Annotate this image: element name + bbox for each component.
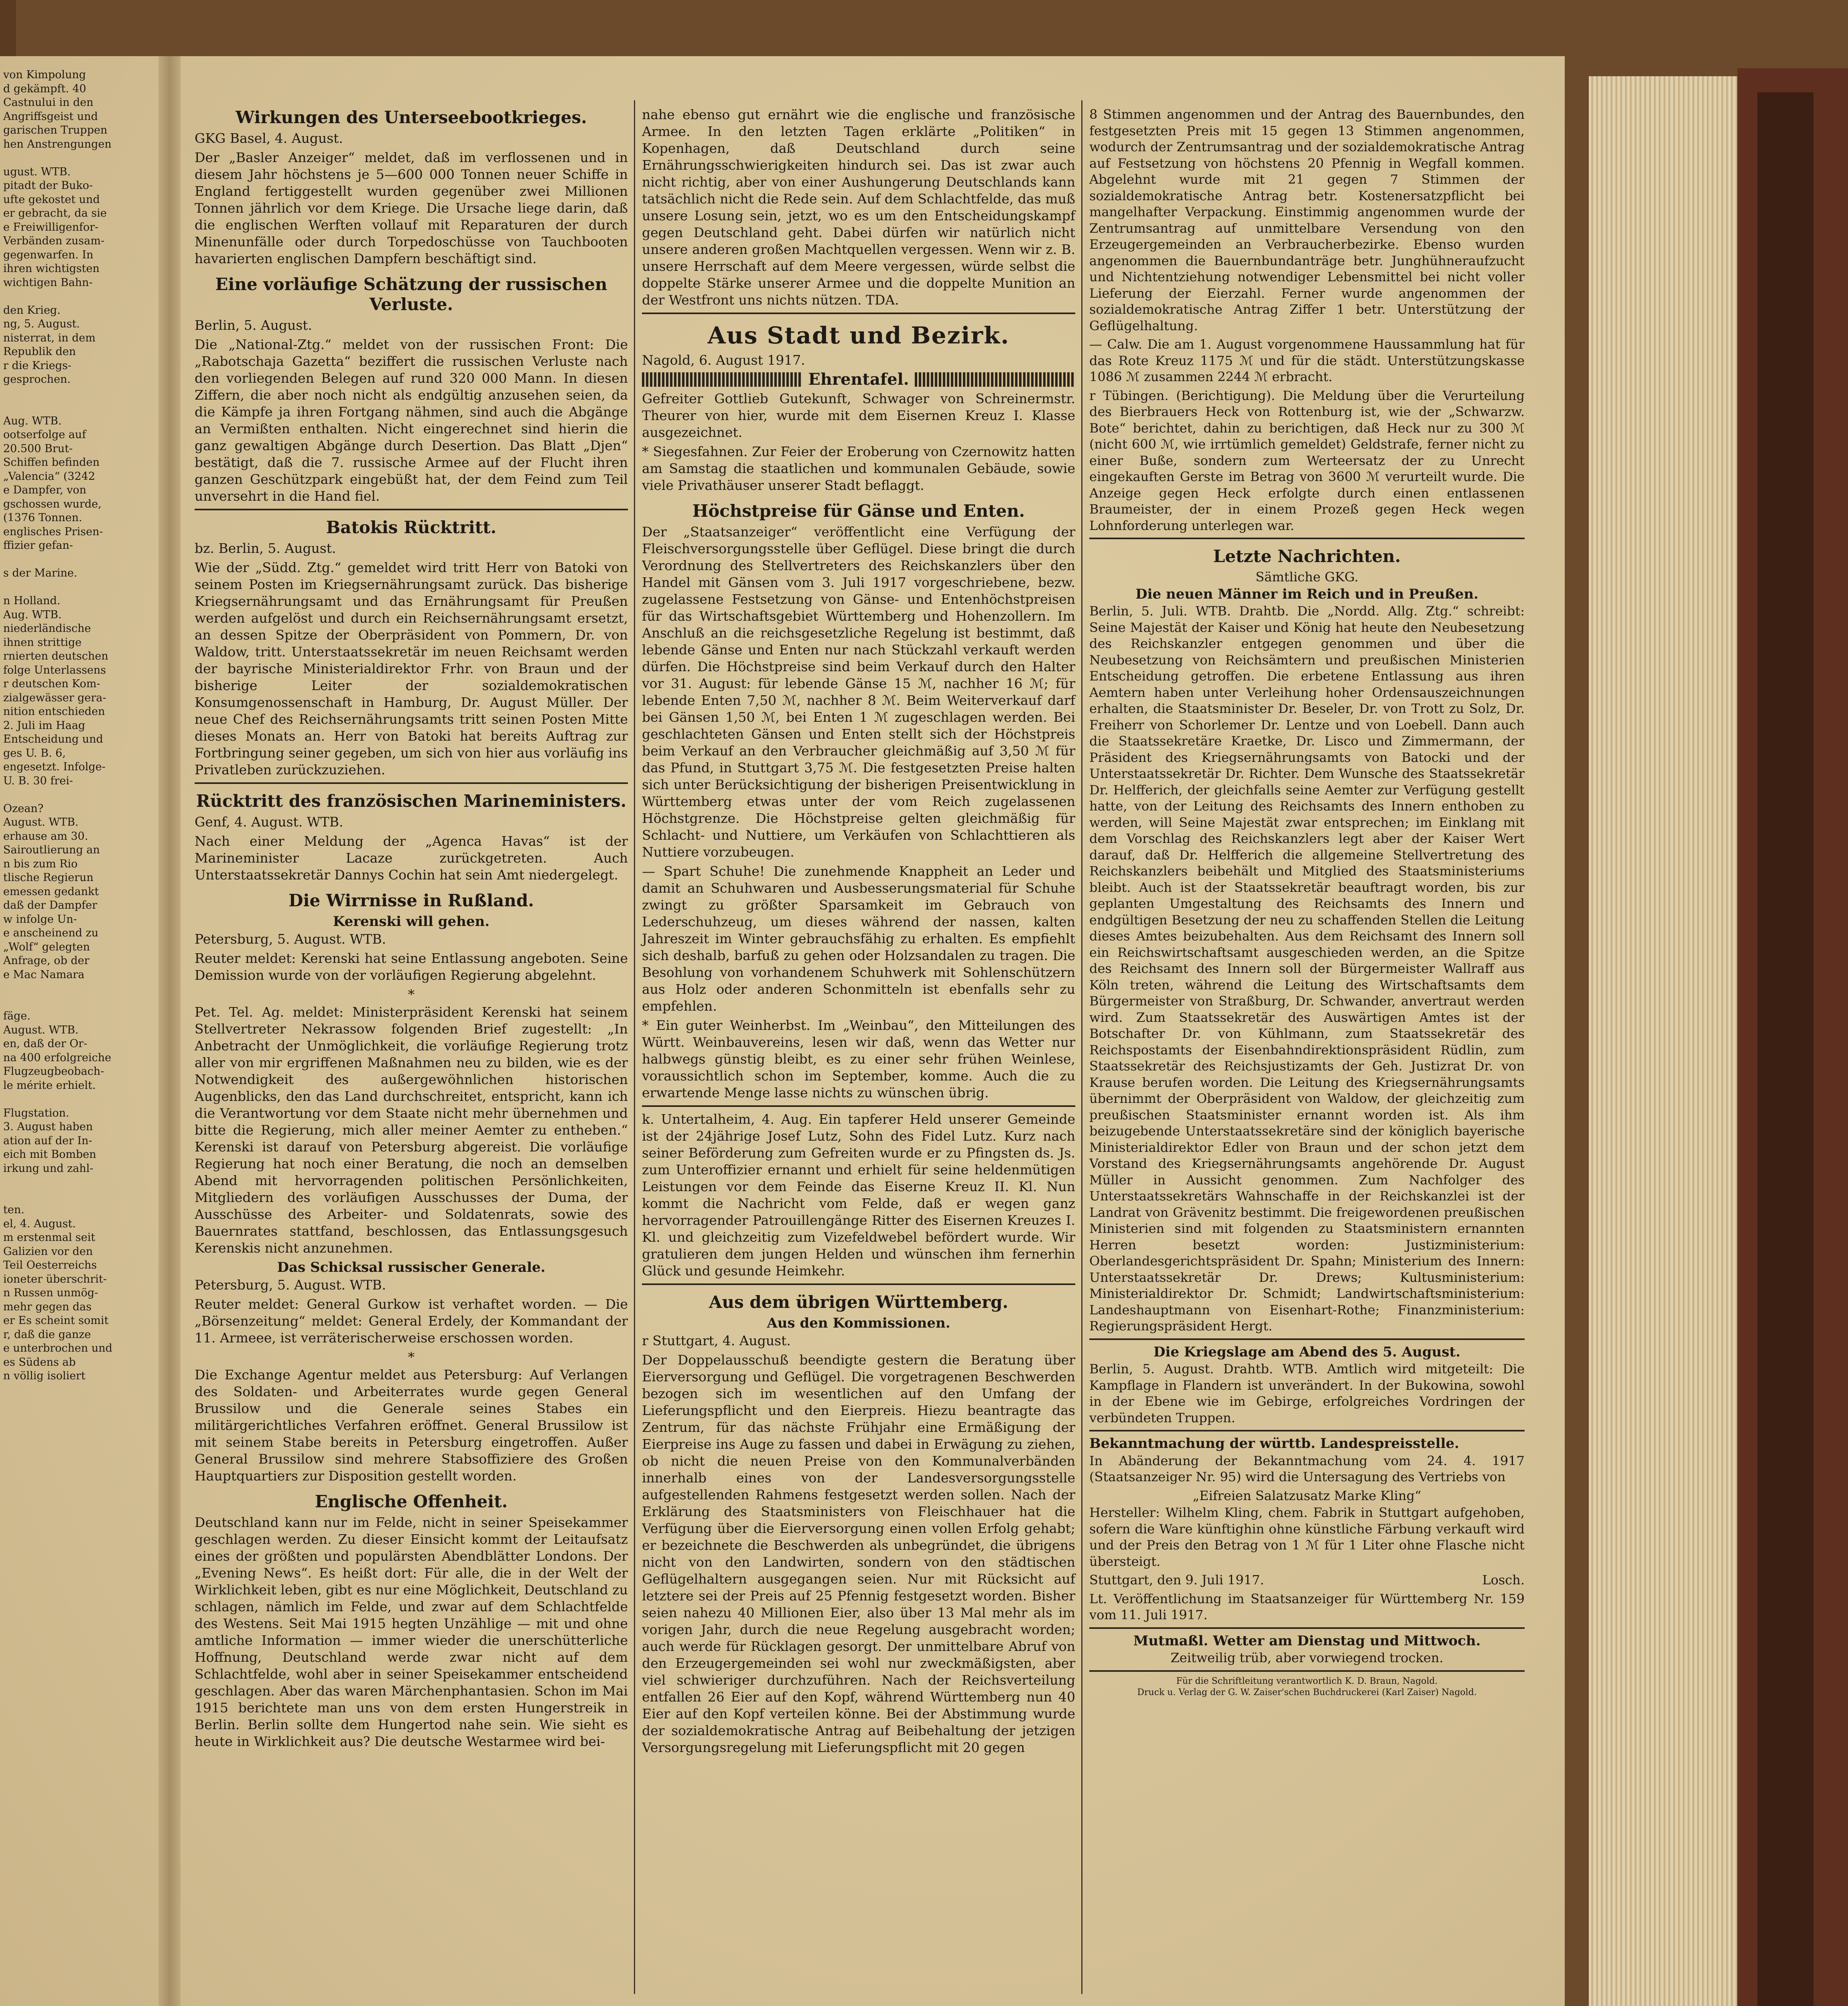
divider [1089, 538, 1525, 539]
fragment-line: Verbänden zusam- [3, 235, 105, 247]
dateline: Petersburg, 5. August. WTB. [195, 1277, 386, 1293]
article-body: Berlin, 5. Juli. WTB. Drahtb. Die „Nordd. Allg. Ztg.“ schreibt: Seine Majestät der Kaiser und König hat heute den Neubesetzung des Reichskanzler entgegen genommen und über die Neubesetzung von Reichsämtern und preußischen Ministerien Entscheidung getroffen. Die erbetene Entlassung aus ihren Aemtern haben unter Verleihung hoher Ordensauszeichnungen erhalten, die Staatsminister Dr. Beseler, Dr. von Trott zu Solz, Dr. Freiherr von Schorlemer Dr. Lentze und von Loebell. Dann auch die Staatssekretäre Kraetke, Dr. Lisco und Zimmermann, der Präsident des Kriegsernährungsamts von Batocki und der Unterstaatssekretär Dr. Richter. Dem Wunsche des Staatssekretär Dr. Helfferich, der gleichfalls seine Aemter zur Verfügung gestellt hatte, von der Leitung des Reichsamts des Innern enthoben zu werden, will Seine Majestät zwar entsprechen; im Einklang mit dem Vorschlag des Reichskanzlers legt aber der Kaiser Wert darauf, daß Dr. Helfferich die allgemeine Stellvertretung des Reichskanzlers beibehält und Mitglied des Staatsministeriums bleibt. Auch ist der Staatssekretär beauftragt worden, bis zur geplanten Umgestaltung des Reichsamts des Innern und endgültigen Besetzung der neu zu schaffenden Stellen die Leitung dieses Amtes beizubehalten. Aus dem Reichsamt des Innern soll ein Reichswirtschaftsamt ausgeschieden werden, an die Spitze des Reichsamt des Innern soll der Bürgermeister Wallraff aus Köln treten, während die Leitung des Wirtschaftsamts dem Bürgermeister von Straßburg, Dr. Schwander, anvertraut werden wird. Zum Staatssekretär des Auswärtigen Amtes ist der Botschafter Dr. von Kühlmann, zum Staatssekretär des Reichspostamts der Eisenbahndirektionspräsident Rüdlin, zum Staatssekretär des Reichsjustizamts der Geh. Justizrat Dr. von Krause berufen worden. Die Leitung des Kriegsernährungsamts übernimmt der Oberpräsident von Waldow, der gleichzeitig zum preußischen Staatsminister ernannt worden ist. Als ihm beizugebende Unterstaatssekretäre sind der königlich bayerische Ministerialdirektor Edler von Braun und der schon jetzt dem Vorstand des Kriegsernährungsamts angehörende Dr. August Müller in Aussicht genommen. Zum Nachfolger des Unterstaatssekretärs Wahnschaffe in der Reichskanzlei ist der Landrat von Grävenitz bestimmt. Die freigewordenen preußischen Ministerien sind mit folgenden zu Staatsministern ernannten Herren besetzt worden: Justizministerium: Oberlandesgerichtspräsident Dr. Spahn; Ministerium des Innern: Unterstaatssekretär Dr. Drews; Kultusministerium: Ministerialdirektor Dr. Schmidt; Landwirtschaftsministerium: Landeshauptmann von Eisenhart-Rothe; Finanzministerium: Regierungspräsident Hergt. [1089, 603, 1525, 1334]
fragment-line: Galizien vor den [3, 1245, 93, 1258]
fragment-line: emessen gedankt [3, 885, 99, 898]
fragment-line: Republik den [3, 345, 76, 358]
fragment-line [3, 400, 131, 414]
fragment-line: Aug. WTB. [3, 608, 62, 621]
fragment-line [3, 553, 131, 567]
headline-letzte-nachrichten: Letzte Nachrichten. [1213, 546, 1401, 566]
fragment-line [3, 1176, 131, 1190]
fragment-line: r die Kriegs- [3, 359, 71, 372]
left-page-fragment [3, 68, 131, 1383]
fragment-line: Entscheidung und [3, 733, 103, 745]
fragment-line: ng, 5. August. [3, 318, 80, 330]
fragment-line: engesetzt. Infolge- [3, 761, 106, 773]
imprint-publisher: Druck u. Verlag der G. W. Zaiser'schen Buchdruckerei (Karl Zaiser) Nagold. [1137, 1687, 1477, 1697]
imprint-editor: Für die Schriftleitung verantwortlich K. D. Braun, Nagold. [1176, 1676, 1438, 1686]
headline-batokis: Batokis Rücktritt. [326, 518, 497, 537]
fragment-line: r deutschen Kom- [3, 678, 100, 690]
headline-russ-verluste: Eine vorläufige Schätzung der russischen Verluste. [215, 274, 607, 314]
fragment-line: August. WTB. [3, 1023, 79, 1036]
fragment-line: ffizier gefan- [3, 539, 73, 552]
subheadline: Das Schicksal russischer Generale. [277, 1259, 546, 1275]
decorative-bar [642, 372, 802, 387]
fragment-line: n bis zum Rio [3, 857, 78, 870]
divider [195, 782, 628, 784]
fragment-line: folge Unterlassens [3, 664, 106, 676]
fragment-line: n völlig isoliert [3, 1370, 86, 1382]
fragment-line: er Es scheint somit [3, 1314, 109, 1327]
article-body: — Spart Schuhe! Die zunehmende Knappheit an Leder und damit an Schuhwaren und Ausbesserungsmaterial für Schuhe zwingt zu größter Sparsamkeit im Gebrauch von Lederschuhzeug, um dieses während der nassen, kalten Jahreszeit im Winter gebrauchsfähig zu erhalten. Es empfiehlt sich deshalb, barfuß zu gehen oder Holzsandalen zu tragen. Die Besohlung von vorhandenem Schuhwerk mit Sohlenschützern aus Holz oder anderen Schonmitteln ist ebenfalls sehr zu empfehlen. [642, 863, 1075, 1014]
fragment-line: Castnului in den [3, 96, 93, 109]
dateline: Petersburg, 5. August. WTB. [195, 931, 386, 947]
fragment-line: e anscheinend zu [3, 927, 99, 939]
fragment-line: e Freiwilligenfor- [3, 221, 99, 233]
fragment-line: wichtigen Bahn- [3, 276, 93, 289]
article-body: Gefreiter Gottlieb Gutekunft, Schwager von Schreinermstr. Theurer von hier, wurde mit dem Eisernen Kreuz I. Klasse ausgezeichnet. [642, 391, 1075, 440]
fragment-line: ges U. B. 6, [3, 747, 66, 759]
article-body: Lt. Veröffentlichung im Staatsanzeiger für Württemberg Nr. 159 vom 11. Juli 1917. [1089, 1591, 1525, 1622]
article-body: Deutschland kann nur im Felde, nicht in seiner Speisekammer geschlagen werden. Zu dieser Einsicht kommt der Leitaufsatz eines der größten und populärsten Abendblätter Londons. Der „Evening News“. Es heißt dort: Für alle, die in der Welt der Wirklichkeit leben, gibt es nur eine Möglichkeit, Deutschland zu schlagen, nämlich im Felde, und zwar auf dem Schlachtfelde des Westens. Seit Mai 1915 hegten Unzählige — mit und ohne amtliche Information — immer wieder die unerschütterliche Hoffnung, Deutschland werde zwar nicht auf dem Schlachtfelde, wohl aber in seiner Speisekammer entscheidend geschlagen. Aber das waren Märchenphantasien. Schon im Mai 1915 berichtete man uns von dem ersten Hungerstreik in Berlin. Berlin sollte dem Hungertod nahe sein. Wie sieht es heute in Wirklichkeit aus? Die deutsche Westarmee wird bei- [195, 1515, 628, 1749]
fragment-line [3, 1092, 131, 1107]
article-body: Die Exchange Agentur meldet aus Petersburg: Auf Verlangen des Soldaten- und Arbeiterrates wurde gegen General Brussilow und die Generale seines Stabes ein militärgerichtliches Verfahren eröffnet. General Brussilow ist mit seinem Stabe bereits in Petersburg eingetroffen. Außer General Brussilow sind mehrere Stabsoffiziere des Großen Hauptquartiers zur Disposition gestellt worden. [195, 1367, 628, 1484]
fragment-line: von Kimpolung [3, 69, 86, 81]
fragment-line: n Russen unmög- [3, 1287, 98, 1299]
fragment-line: ufte gekostet und [3, 193, 100, 206]
fragment-line: August. WTB. [3, 816, 79, 828]
fragment-line: Schiffen befinden [3, 456, 100, 469]
separator-star: * [408, 987, 415, 1002]
fragment-line: Sairoutlierung an [3, 844, 100, 856]
column-rule [634, 100, 635, 1994]
fragment-line: ihnen strittige [3, 636, 82, 649]
divider [642, 313, 1075, 314]
decorative-bar [915, 372, 1075, 387]
column-2 [195, 100, 628, 1752]
fragment-line: d gekämpft. 40 [3, 82, 86, 95]
ehrentafel-title: Ehrentafel. [808, 370, 909, 389]
article-body: Die „National-Ztg.“ meldet von der russischen Front: Die „Rabotschaja Gazetta“ beziffert die russischen Verluste nach den vorliegenden Belegen auf rund 320 000 Mann. In diesen Ziffern, die aber noch nicht als endgültig anzusehen seien, da die Kämpfe ja ihren Fortgang nähmen, sind auch die Abgänge an Vermißten enthalten. Nicht eingerechnet sind hierin die ganz gewaltigen Abgänge durch Desertion. Das Blatt „Djen“ bestätigt, daß die 7. russische Armee auf der Flucht ihren ganzen Geschützpark eingebüßt hat, der dem Feind zum Teil unversehrt in die Hand fiel. [195, 337, 628, 504]
fragment-line: es Südens ab [3, 1356, 76, 1368]
fragment-line: „Wolf“ gelegten [3, 940, 90, 953]
article-body: Wie der „Südd. Ztg.“ gemeldet wird tritt Herr von Batoki von seinem Posten im Kriegsernährungsamt zurück. Das bisherige Kriegsernährungsamt und das Ernährungsamt für Preußen werden aufgelöst und durch ein Reichsernährungsamt ersetzt, an dessen Spitze der Oberpräsident von Pommern, Dr. von Waldow, tritt. Unterstaatssekretär im neuen Reichsamt werden der bayrische Ministerialdirektor Frhr. von Braun und der bisherige Leiter der sozialdemokratischen Konsumgenossenschaft in Hamburg, Dr. August Müller. Der neue Chef des Reichsernährungsamts tritt seinen Posten Mitte dieses Monats an. Herr von Batoki hat bereits Auftrag zur Fortbringung seiner gegeben, um sich von hier aus vorläufig ins Privatleben zurückzuziehen. [195, 560, 628, 778]
article-body: In Abänderung der Bekanntmachung vom 24. 4. 1917 (Staatsanzeiger Nr. 95) wird die Untersagung des Vertriebs von [1089, 1453, 1525, 1484]
weather-forecast: Zeitweilig trüb, aber vorwiegend trocken. [1170, 1650, 1444, 1665]
divider [642, 1105, 1075, 1107]
headline-uboot: Wirkungen des Unterseebootkrieges. [236, 108, 587, 127]
divider [642, 1283, 1075, 1285]
article-body: Reuter meldet: Kerenski hat seine Entlassung angeboten. Seine Demission wurde von der vorläufigen Regierung abgelehnt. [195, 950, 628, 983]
headline-bekanntmachung: Bekanntmachung der württb. Landespreisstelle. [1089, 1435, 1459, 1452]
headline-kriegslage: Die Kriegslage am Abend des 5. August. [1153, 1344, 1460, 1360]
fragment-line [3, 982, 131, 996]
page-gutter [158, 56, 181, 2006]
dateline: Nagold, 6. August 1917. [642, 352, 805, 368]
fragment-line: Aug. WTB. [3, 414, 62, 427]
fragment-line: Flugzeugbeobach- [3, 1065, 104, 1078]
fragment-line: w infolge Un- [3, 913, 77, 926]
divider [1089, 1670, 1525, 1672]
headline-wuerttemberg: Aus dem übrigen Württemberg. [709, 1292, 1009, 1312]
fragment-line: erhause am 30. [3, 830, 88, 843]
headline-wirrnisse: Die Wirrnisse in Rußland. [288, 891, 534, 910]
divider [1089, 1430, 1525, 1431]
article-body: — Calw. Die am 1. August vorgenommene Haussammlung hat für das Rote Kreuz 1175 ℳ und für die städt. Unterstützungskasse 1086 ℳ zusammen 2244 ℳ erbracht. [1089, 337, 1525, 384]
fragment-line: hen Anstrengungen [3, 138, 112, 150]
fragment-line: en, daß der Or- [3, 1038, 87, 1050]
fragment-line: s der Marine. [3, 567, 77, 579]
fragment-line: nition entschieden [3, 705, 105, 718]
fragment-line: nisterrat, in dem [3, 331, 96, 344]
fragment-line: gegenwarfen. In [3, 248, 93, 261]
fragment-line: ation auf der In- [3, 1134, 92, 1147]
fragment-line: el, 4. August. [3, 1217, 76, 1230]
fragment-line: mehr gegen das [3, 1300, 92, 1313]
fragment-line: r, daß die ganze [3, 1328, 91, 1341]
subheadline: Kerenski will gehen. [333, 914, 490, 930]
article-body: nahe ebenso gut ernährt wie die englische und französische Armee. In den letzten Tagen erklärte „Politiken“ in Kopenhagen, daß Deutschland durch seine Ernährungsschwierigkeiten hindurch sei. Das ist zwar auch nicht richtig, aber von einer Aushungerung Deutschlands kann tatsächlich nicht die Rede sein. Auf dem Schlachtfelde, das muß unsere Losung sein, jetzt, wo es um den Entscheidungskampf gegen Deutschland geht. Dabei dürfen wir natürlich nicht unsere anderen großen Machtquellen vergessen. Wenn wir z. B. unsere Herrschaft auf dem Meere vergessen, würde selbst die doppelte Stärke unserer Armee und die doppelte Munition an der Westfront uns nichts nützen. TDA. [642, 107, 1075, 308]
fragment-line: rnierten deutschen [3, 650, 108, 662]
signature-name: Losch. [1482, 1572, 1525, 1588]
fragment-line: zialgewässer gera- [3, 691, 106, 704]
fragment-line [3, 996, 131, 1010]
fragment-line: garischen Truppen [3, 124, 108, 136]
dateline: bz. Berlin, 5. August. [195, 540, 336, 556]
fragment-line: fäge. [3, 1010, 30, 1022]
fragment-line: U. B. 30 frei- [3, 774, 73, 787]
separator-star: * [408, 1349, 415, 1365]
headline-wetter: Mutmaßl. Wetter am Dienstag und Mittwoch. [1133, 1632, 1481, 1649]
fragment-line: Anfrage, ob der [3, 954, 89, 967]
fragment-line: 20.500 Brut- [3, 442, 73, 455]
fragment-line: ihren wichtigsten [3, 262, 100, 275]
column-4 [1089, 106, 1525, 1698]
fragment-line: ioneter überschrit- [3, 1273, 107, 1285]
signature-line [1089, 1572, 1525, 1588]
fragment-line: englisches Prisen- [3, 525, 103, 538]
product-name: „Eifreien Salatzusatz Marke Kling“ [1192, 1488, 1422, 1503]
article-body: k. Untertalheim, 4. Aug. Ein tapferer Held unserer Gemeinde ist der 24jährige Josef Lutz, Sohn des Fidel Lutz. Kurz nach seiner Beförderung zum Gefreiten wurde er zu Pfingsten ds. Js. zum Unteroffizier ernannt und erhielt für seine heldenmütigen Leistungen vor dem Feinde das Eiserne Kreuz II. Kl. Nun kommt die Nachricht vom Felde, daß er wegen ganz hervorragender Patrouillengänge Ritter des Eisernen Kreuzes I. Kl. und gleichzeitig zum Vizefeldwebel befördert wurde. Wir gratulieren dem jungen Helden und wünschen ihm fernerhin Glück und gesunde Heimkehr. [642, 1111, 1075, 1279]
fragment-line [3, 387, 131, 401]
fragment-line: Angriffsgeist und [3, 110, 98, 123]
fragment-line: 2. Juli im Haag [3, 719, 85, 732]
column-rule [1081, 100, 1082, 1994]
article-body: Berlin, 5. August. Drahtb. WTB. Amtlich wird mitgeteilt: Die Kampflage in Flandern ist unverändert. In der Bukowina, sowohl in der Ebene wie im Gebirge, erfolgreiches Vordringen der verbündeten Truppen. [1089, 1361, 1525, 1425]
fragment-line: na 400 erfolgreiche [3, 1051, 112, 1064]
headline-marineminister: Rücktritt des französischen Marineministers. [196, 791, 627, 811]
fragment-line: ten. [3, 1204, 24, 1216]
dateline: r Stuttgart, 4. August. [642, 1333, 791, 1348]
fragment-line: n Holland. [3, 595, 61, 607]
article-body: * Siegesfahnen. Zur Feier der Eroberung von Czernowitz hatten am Samstag die staatlichen und kommunalen Gebäude, sowie viele Privathäuser unserer Stadt beflaggt. [642, 444, 1075, 493]
article-body: Nach einer Meldung der „Agenca Havas“ ist der Marineminister Lacaze zurückgetreten. Auch Unterstaatssekretär Dannys Cochin hat sein Amt niedergelegt. [195, 833, 628, 883]
article-body: 8 Stimmen angenommen und der Antrag des Bauernbundes, den festgesetzten Preis mit 15 gegen 13 Stimmen angenommen, wodurch der Zentrumsantrag und der sozialdemokratische Antrag auf Festsetzung von höchstens 20 Pfennig in Wegfall kommen. Abgelehnt wurde mit 21 gegen 7 Stimmen der sozialdemokratische Antrag betr. Kostenersatzpflicht bei mangelhafter Verpackung. Einstimmig angenommen wurde der Zentrumsantrag auf unmittelbare Versendung von den Erzeugergemeinden an Verbraucherbezirke. Ebenso wurden angenommen die Bauernbundanträge betr. Junghühneraufzucht und Nichtentziehung notwendiger Lebensmittel bei nicht voller Lieferung der Eierzahl. Ferner wurde angenommen der sozialdemokratische Antrag Ziffer 1 betr. Unterstützung der Geflügelhaltung. [1089, 107, 1525, 333]
fragment-line: le mérite erhielt. [3, 1079, 96, 1092]
fragment-line [3, 788, 131, 802]
article-body: Der „Basler Anzeiger“ meldet, daß im verflossenen und in diesem Jahr höchstens je 5—600 000 Tonnen neuer Schiffe in England fertiggestellt wurden gegenüber zwei Millionen Tonnen jährlich vor dem Kriege. Die Ursache liege darin, daß die englischen Werften vollauf mit Reparaturen der durch Minenunfälle oder durch Torpedoschüsse von Tauchbooten havarierten englischen Dampfern beschäftigt sind. [195, 150, 628, 266]
fragment-line: Teil Oesterreichs [3, 1259, 97, 1271]
page-stack-edge [1589, 76, 1757, 2006]
fragment-line: 3. August haben [3, 1121, 93, 1133]
dateline: GKG Basel, 4. August. [195, 130, 343, 146]
fragment-line: den Krieg. [3, 304, 61, 317]
headline-offenheit: Englische Offenheit. [315, 1492, 508, 1511]
fragment-line: tlische Regierun [3, 871, 93, 884]
fragment-line: er gebracht, da sie [3, 207, 107, 219]
fragment-line: gschossen wurde, [3, 497, 102, 510]
fragment-line: eich mit Bomben [3, 1148, 96, 1161]
article-body: * Ein guter Weinherbst. Im „Weinbau“, den Mitteilungen des Württ. Weinbauvereins, lesen wir daß, wenn das Wetter nur halbwegs günstig bleibt, es zu einer sehr frühen Weinlese, voraussichtlich schon im September, komme. Auch die zu erwartende Menge lasse nichts zu wünschen übrig. [642, 1017, 1075, 1100]
fragment-line: pitadt der Buko- [3, 179, 93, 192]
subheadline: Sämtliche GKG. [1255, 569, 1359, 585]
article-body: r Tübingen. (Berichtigung). Die Meldung über die Verurteilung des Bierbrauers Heck von Rottenburg ist, wie der „Schwarzw. Bote“ berichtet, dahin zu berichtigen, daß Heck nur zu 300 ℳ (nicht 600 ℳ, wie irrtümlich gemeldet) Geldstrafe, ferner nicht zu einer Buße, sondern zum Werteersatz der zu Unrecht eingekauften Gerste im Betrag von 3600 ℳ verurteilt wurde. Die Anzeige gegen Heck erfolgte durch einen entlassenen Braumeister, der in einem Prozeß gegen Heck wegen Lohnforderung unterlegen war. [1089, 388, 1525, 533]
fragment-line: irkung und zahl- [3, 1162, 93, 1175]
fragment-line: niederländische [3, 622, 91, 635]
fragment-line: daß der Dampfer [3, 899, 97, 912]
fragment-line: (1376 Tonnen. [3, 512, 82, 524]
fragment-line: „Valencia“ (3242 [3, 470, 95, 483]
fragment-line: Flugstation. [3, 1107, 69, 1119]
section-head-stadt-bezirk: Aus Stadt und Bezirk. [707, 322, 1010, 349]
book-cover-shadow [1757, 92, 1813, 2006]
article-body: Der „Staatsanzeiger“ veröffentlicht eine Verfügung der Fleischversorgungsstelle über Geflügel. Diese bringt die durch Verordnung des Stellvertreters des Reichskanzlers über den Handel mit Gänsen vom 3. Juli 1917 vorgeschriebene, bezw. zugelassene Festsetzung von Gänse- und Entenhöchstpreisen für das Wirtschaftsgebiet Württemberg und Hohenzollern. Im Anschluß an die reichsgesetzliche Regelung ist bestimmt, daß lebende Gänse und Enten nur nach Stückzahl verkauft werden dürfen. Die Höchstpreise sind beim Verkauf durch den Halter vor 31. August: für lebende Gänse 15 ℳ, nachher 16 ℳ; für lebende Enten 7,50 ℳ, nachher 8 ℳ. Beim Weiterverkauf darf bei Gänsen 1,50 ℳ, bei Enten 1 ℳ zugeschlagen werden. Bei geschlachteten Gänsen und Enten stellt sich der Höchstpreis beim Verkauf an den Verbraucher gleichmäßig auf 3,50 ℳ für das Pfund, in Stuttgart 3,75 ℳ. Die festgesetzten Preise halten sich unter Berücksichtigung der bisherigen Preisentwicklung in Württemberg etwas unter der vom Reich zugelassenen Höchstgrenze. Die Höchstpreise gelten gleichmäßig für Schlacht- und Nuttiere, um Verkäufen von Schlachttieren als Nuttiere vorzubeugen. [642, 524, 1075, 860]
column-3 [642, 106, 1075, 1758]
subheadline: Aus den Kommissionen. [767, 1315, 950, 1331]
ehrentafel-banner [642, 371, 1075, 388]
divider [1089, 1627, 1525, 1629]
divider [195, 509, 628, 510]
headline-neue-maenner: Die neuen Männer im Reich und in Preußen. [1135, 586, 1478, 602]
fragment-line: ootserfolge auf [3, 428, 86, 441]
fragment-line: Ozean? [3, 802, 44, 815]
fragment-line: gesprochen. [3, 373, 71, 386]
fragment-line [3, 581, 131, 595]
fragment-line [3, 151, 131, 165]
article-body: Pet. Tel. Ag. meldet: Ministerpräsident Kerenski hat seinem Stellvertreter Nekrassow folgenden Brief zugestellt: „In Anbetracht der Unmöglichkeit, die vorläufige Regierung trotz aller von mir ergriffenen Maßnahmen neu zu bilden, wie es der Notwendigkeit des außergewöhnlichen historischen Augenblicks, den das Land durchschreitet, entspricht, kann ich die Verantwortung vor dem Staate nicht mehr übernehmen und bitte die Regierung, mich aller meiner Aemter zu entheben.“ Kerenski ist darauf von Petersburg abgereist. Die vorläufige Regierung hat noch einer Beratung, die noch an demselben Abend mit hervorragenden politischen Persönlichkeiten, Mitgliedern des vorläufigen Ausschusses der Duma, der Ausschüsse des Arbeiter- und Soldatenrats, sowie des Bauernrates stattfand, beschlossen, das Entlassungsgesuch Kerenskis nicht anzunehmen. [195, 1004, 628, 1256]
fragment-line [3, 1190, 131, 1204]
fragment-line: m erstenmal seit [3, 1231, 95, 1244]
article-body: Der Doppelausschuß beendigte gestern die Beratung über Eierversorgung und Geflügel. Die vorgetragenen Beschwerden bezogen sich im wesentlichen auf den Umfang der Lieferungspflicht und den Eierpreis. Hiezu beantragte das Zentrum, für das nächste Frühjahr eine Ermäßigung der Eierpreise ins Auge zu fassen und dabei in Erwägung zu ziehen, ob nicht die neuen Preise von den Kommunalverbänden innerhalb eines von der Landesversorgungsstelle aufgestellenden Rahmens festgesetzt werden sollen. Nach der Erklärung des Staatsministers von Fleischhauer hat die Verfügung über die Eierversorgung einen vollen Erfolg gehabt; er bezeichnete die Beschwerden als unbegründet, die übrigens nicht von den Landwirten, sondern von den städtischen Geflügelhaltern ausgegangen seien. Nur mit Rücksicht auf letztere sei der Preis auf 25 Pfennig festgesetzt worden. Bisher seien nahezu 40 Millionen Eier, also über 13 Mal mehr als im vorigen Jahr, durch die neue Regelung ausgebracht worden; auch werde für Rücklagen gesorgt. Der unmittelbare Abruf von den Erzeugergemeinden sei wohl nur zweckmäßigsten, aber viel schwieriger durchzuführen. Nach der Reichsverteilung entfallen 26 Eier auf den Kopf, während Württemberg nun 40 Eier auf den Kopf verteilen könne. Bei der Abstimmung wurde der sozialdemokratische Antrag auf Beibehaltung der jetzigen Versorgungsregelung mit Lieferungspflicht mit 20 gegen [642, 1352, 1075, 1755]
fragment-line: e Dampfer, von [3, 484, 87, 496]
dateline: Genf, 4. August. WTB. [195, 814, 343, 830]
article-body: Reuter meldet: General Gurkow ist verhaftet worden. — Die „Börsenzeitung“ meldet: General Erdely, der Kommandant der 11. Armeee, ist verräterischerweise erschossen worden. [195, 1296, 628, 1346]
fragment-line: e unterbrochen und [3, 1342, 113, 1354]
article-body: Hersteller: Wilhelm Kling, chem. Fabrik in Stuttgart aufgehoben, sofern die Ware künftighin ohne künstliche Färbung verkauft wird und der Preis den Betrag von 1 ℳ für 1 Liter ohne Flasche nicht übersteigt. [1089, 1505, 1525, 1569]
headline-hoechstpreise: Höchstpreise für Gänse und Enten. [692, 501, 1025, 521]
fragment-line [3, 290, 131, 304]
divider [1089, 1338, 1525, 1340]
fragment-line: e Mac Namara [3, 968, 85, 981]
dateline: Berlin, 5. August. [195, 317, 313, 333]
signature-place: Stuttgart, den 9. Juli 1917. [1089, 1572, 1264, 1588]
fragment-line: ugust. WTB. [3, 165, 71, 178]
